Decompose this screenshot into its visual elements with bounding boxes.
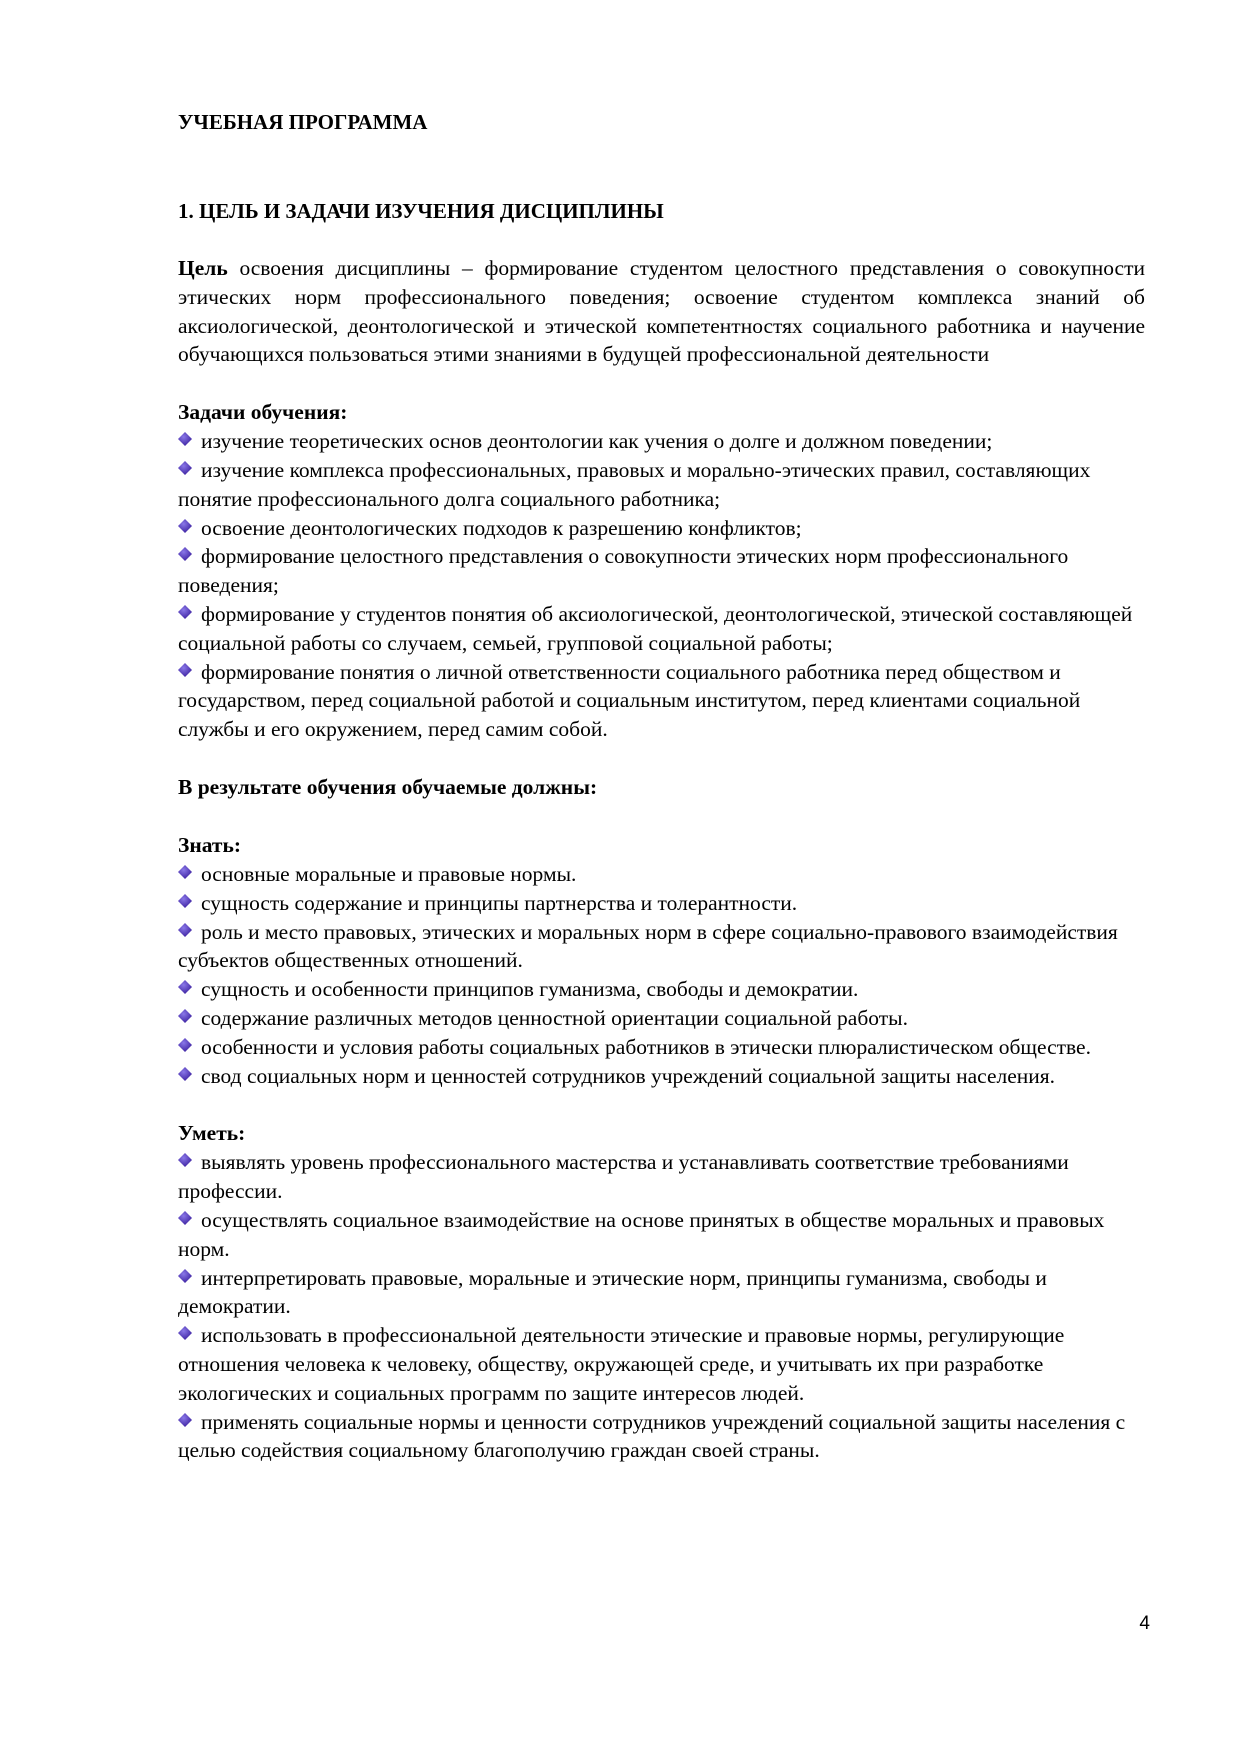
tasks-heading: Задачи обучения: [178, 400, 348, 425]
tasks-list [178, 427, 1145, 744]
list-item [178, 860, 1145, 889]
diamond-bullet-icon [178, 1153, 192, 1167]
list-item [178, 514, 1145, 543]
goal-text: освоения дисциплины – формирование студентом целостного представления о совокупности этических норм профессионального поведения; освоение студентом комплекса знаний об аксиологической, деонтологической и этической компетентностях социального работника и научение обучающихся пользоваться этими знаниями в будущей профессиональной деятельности [178, 256, 1145, 367]
list-item [178, 975, 1145, 1004]
list-item [178, 542, 1145, 600]
section-title: 1. ЦЕЛЬ И ЗАДАЧИ ИЗУЧЕНИЯ ДИСЦИПЛИНЫ [178, 199, 664, 223]
list-item-text: роль и место правовых, этических и моральных норм в сфере социально-правового взаимодействия субъектов общественных отношений. [178, 919, 1118, 973]
list-item-text: использовать в профессиональной деятельности этические и правовые нормы, регулирующие отношения человека к человеку, обществу, окружающей среде, и учитывать их при разработке экологических и социальных программ по защите интересов людей. [178, 1323, 1065, 1405]
diamond-bullet-icon [178, 980, 192, 994]
diamond-bullet-icon [178, 1269, 192, 1283]
list-item [178, 427, 1145, 456]
list-item-text: выявлять уровень профессионального мастерства и устанавливать соответствие требованиями профессии. [178, 1150, 1069, 1204]
know-list [178, 860, 1145, 1090]
list-item-text: сущность и особенности принципов гуманизма, свободы и демократии. [201, 977, 859, 1002]
goal-paragraph [178, 254, 1145, 369]
can-heading: Уметь: [178, 1121, 246, 1146]
diamond-bullet-icon [178, 663, 192, 677]
list-item-text: содержание различных методов ценностной ориентации социальной работы. [201, 1005, 908, 1030]
list-item [178, 658, 1145, 744]
page-content [178, 108, 1145, 1465]
list-item-text: изучение теоретических основ деонтологии как учения о долге и должном поведении; [201, 429, 993, 454]
list-item-text: особенности и условия работы социальных работников в этически плюралистическом обществе. [201, 1034, 1091, 1059]
list-item-text: применять социальные нормы и ценности сотрудников учреждений социальной защиты населения с целью содействия социальному благополучию граждан своей страны. [178, 1409, 1126, 1463]
diamond-bullet-icon [178, 1067, 192, 1081]
list-item [178, 889, 1145, 918]
diamond-bullet-icon [178, 605, 192, 619]
list-item-text: сущность содержание и принципы партнерства и толерантности. [201, 890, 798, 915]
page-number: 4 [1139, 1613, 1150, 1634]
list-item [178, 600, 1145, 658]
list-item-text: формирование у студентов понятия об аксиологической, деонтологической, этической составляющей социальной работы со случаем, семьей, групповой социальной работы; [178, 601, 1133, 655]
diamond-bullet-icon [178, 923, 192, 937]
list-item-text: формирование понятия о личной ответственности социального работника перед обществом и государством, перед социальной работой и социальным институтом, перед клиентами социальной службы и его окружением, перед самим собой. [178, 659, 1081, 742]
diamond-bullet-icon [178, 894, 192, 908]
diamond-bullet-icon [178, 1326, 192, 1340]
can-list [178, 1148, 1145, 1465]
list-item [178, 1004, 1145, 1033]
list-item-text: основные моральные и правовые нормы. [201, 861, 577, 886]
list-item [178, 1264, 1145, 1322]
list-item [178, 1033, 1145, 1062]
diamond-bullet-icon [178, 519, 192, 533]
list-item-text: интерпретировать правовые, моральные и этические норм, принципы гуманизма, свободы и демократии. [178, 1265, 1047, 1319]
list-item [178, 456, 1145, 514]
list-item [178, 918, 1145, 976]
list-item [178, 1321, 1145, 1407]
diamond-bullet-icon [178, 1038, 192, 1052]
diamond-bullet-icon [178, 865, 192, 879]
list-item-text: изучение комплекса профессиональных, правовых и морально-этических правил, составляющих понятие профессионального долга социального работника; [178, 457, 1091, 511]
diamond-bullet-icon [178, 1211, 192, 1225]
diamond-bullet-icon [178, 1009, 192, 1023]
list-item-text: освоение деонтологических подходов к разрешению конфликтов; [201, 515, 802, 540]
list-item-text: формирование целостного представления о совокупности этических норм профессионального поведения; [178, 544, 1069, 598]
know-heading: Знать: [178, 832, 242, 857]
list-item [178, 1206, 1145, 1264]
list-item-text: свод социальных норм и ценностей сотрудников учреждений социальной защиты населения. [201, 1063, 1056, 1088]
list-item [178, 1148, 1145, 1206]
list-item-text: осуществлять социальное взаимодействие на основе принятых в обществе моральных и правовых норм. [178, 1207, 1105, 1261]
diamond-bullet-icon [178, 432, 192, 446]
goal-label: Цель [178, 256, 228, 280]
results-heading: В результате обучения обучаемые должны: [178, 774, 598, 799]
document-title: УЧЕБНАЯ ПРОГРАММА [178, 110, 428, 134]
diamond-bullet-icon [178, 547, 192, 561]
list-item [178, 1062, 1145, 1091]
diamond-bullet-icon [178, 1413, 192, 1427]
diamond-bullet-icon [178, 461, 192, 475]
list-item [178, 1408, 1145, 1466]
